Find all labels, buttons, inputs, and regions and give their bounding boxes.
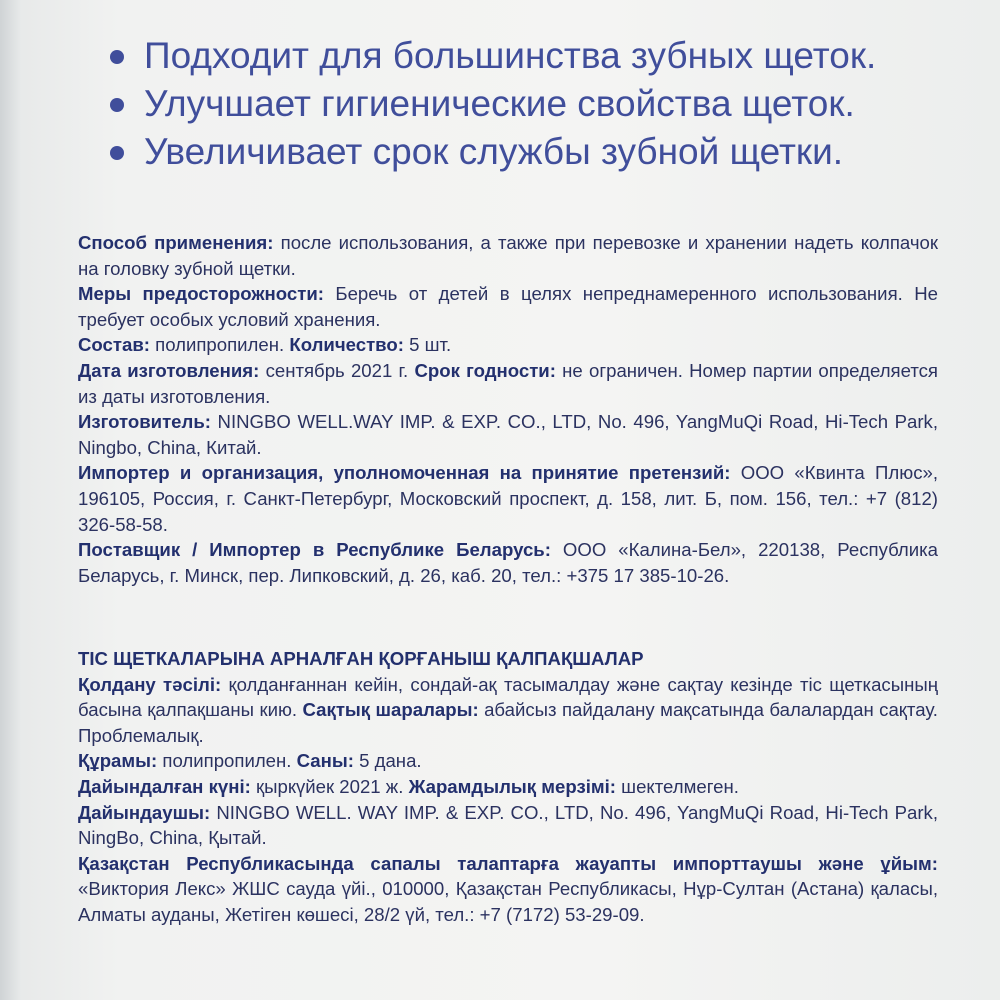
usage-paragraph: Қолдану тәсілі: қолданғаннан кейін, сондай-ақ тасымалдау және сақтау кезінде тіс щеткасының басына қалпақшаны кию. Сақтық шаралары: абайсыз пайдалану мақсатында балалардан сақтау. Проблемалық. — [78, 673, 938, 746]
bullet-dot-icon — [110, 146, 124, 160]
importer-paragraph: Импортер и организация, уполномоченная на принятие претензий: ООО «Квинта Плюс», 196105, Россия, г. Санкт-Петербург, Московский проспект, д. 158, лит. Б, пом. 156, тел.: +7 (812) 326-58-58. — [78, 462, 939, 535]
precaution-paragraph: Меры предосторожности: Беречь от детей в целях непреднамеренного использования. Не требует особых условий хранения. — [78, 283, 938, 330]
date-paragraph: Дайындалған күні: қыркүйек 2021 ж. Жарамдылық мерзімі: шектелмеген. — [78, 775, 739, 797]
usage-paragraph: Способ применения: после использования, а также при перевозке и хранении надеть колпачок на головку зубной щетки. — [78, 232, 938, 279]
feature-item: Подходит для большинства зубных щеток. — [108, 32, 988, 80]
bullet-dot-icon — [110, 50, 124, 64]
feature-list — [108, 32, 988, 176]
feature-item: Улучшает гигиенические свойства щеток. — [108, 80, 988, 128]
supplier-paragraph: Поставщик / Импортер в Республике Беларусь: ООО «Калина-Бел», 220138, Республика Беларусь, г. Минск, пер. Липковский, д. 26, каб. 20, тел.: +375 17 385-10-26. — [78, 539, 939, 586]
kazakh-instructions — [78, 646, 938, 928]
manufacturer-paragraph: Дайындаушы: NINGBO WELL. WAY IMP. & EXP. CO., LTD, No. 496, YangMuQi Road, Hi-Tech Park, NingBo, China, Қытай. — [78, 801, 938, 849]
russian-instructions — [78, 230, 938, 588]
composition-paragraph: Құрамы: полипропилен. Саны: 5 дана. — [78, 750, 422, 772]
composition-paragraph: Состав: полипропилен. Количество: 5 шт. — [78, 334, 452, 356]
manufacturer-paragraph: Изготовитель: NINGBO WELL.WAY IMP. & EXP. CO., LTD, No. 496, YangMuQi Road, Hi-Tech Park, Ningbo, China, Китай. — [78, 411, 938, 458]
bullet-dot-icon — [110, 98, 124, 112]
feature-item: Увеличивает срок службы зубной щетки. — [108, 128, 988, 176]
date-paragraph: Дата изготовления: сентябрь 2021 г. Срок годности: не ограничен. Номер партии определяется из даты изготовления. — [78, 359, 939, 407]
package-edge-shadow — [0, 0, 22, 1000]
importer-paragraph: Қазақстан Республикасында сапалы талаптарға жауапты импорттаушы және ұйым: «Виктория Лекс» ЖШС сауда үйі., 010000, Қазақстан Республикасы, Нұр-Султан (Астана) қаласы, Алматы ауданы, Жетіген көшесі, 28/2 үй, тел.: +7 (7172) 53-29-09. — [78, 852, 938, 925]
kazakh-title: ТІС ЩЕТКАЛАРЫНА АРНАЛҒАН ҚОРҒАНЫШ ҚАЛПАҚШАЛАР — [78, 648, 644, 669]
